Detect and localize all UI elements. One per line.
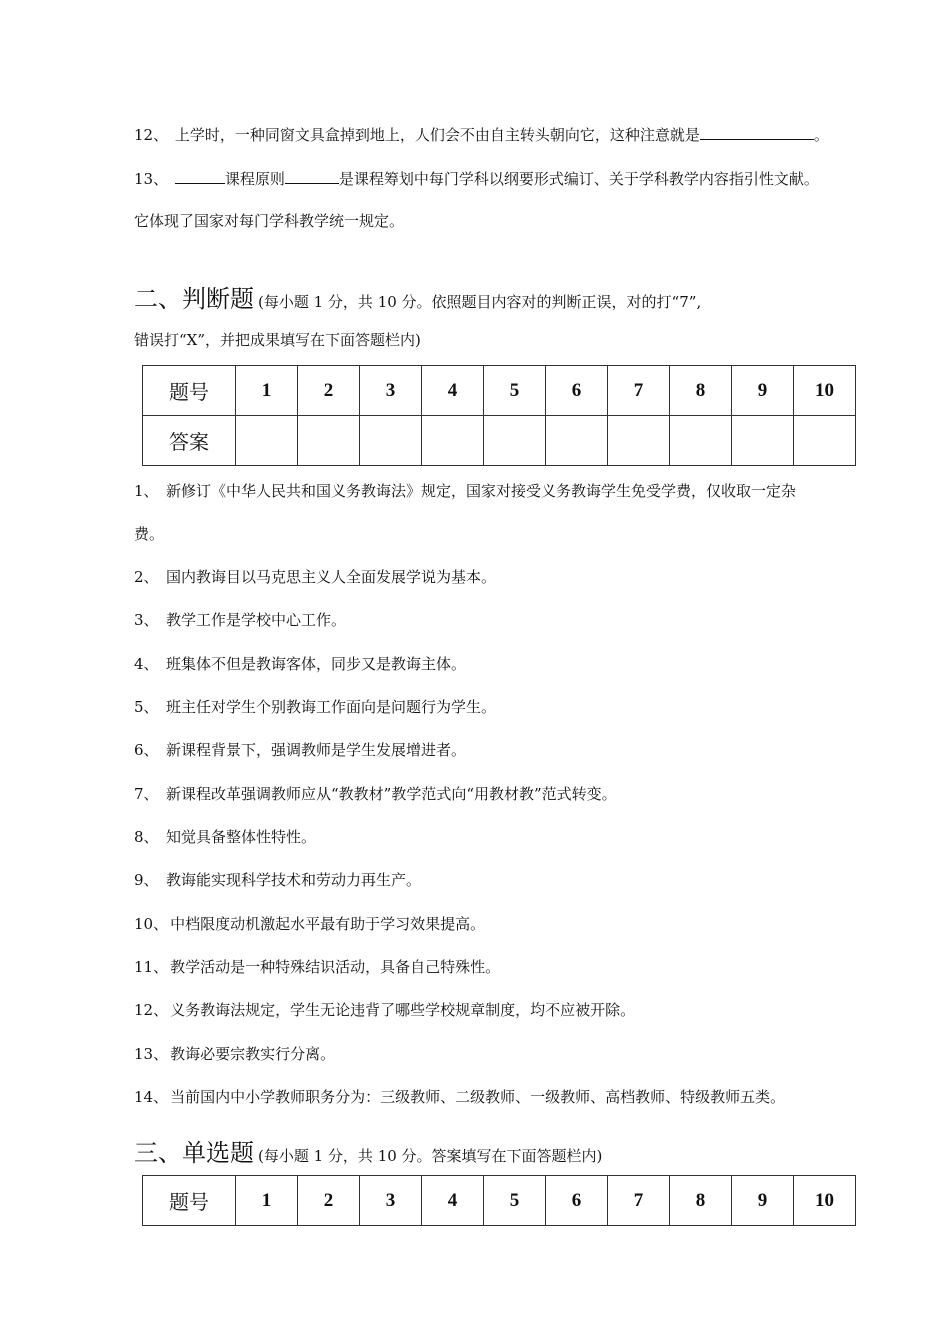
question-number: 5 [484,1176,546,1226]
answer-blank[interactable] [175,168,225,184]
question-number: 3 [360,1176,422,1226]
item-text: 费。 [134,525,165,543]
answer-cell[interactable] [670,416,732,466]
item-text: 教诲必要宗教实行分离。 [170,1045,336,1063]
question-number: 4 [422,1176,484,1226]
question-number: 9 [732,1176,794,1226]
fill-item-12 [134,124,829,145]
question-number: 2 [298,1176,360,1226]
list-item [134,1087,785,1107]
answer-cell[interactable] [794,416,856,466]
item-number: 12、 [134,126,169,144]
item-text: 课程原则 [224,170,285,188]
answer-cell[interactable] [236,416,298,466]
header-label: 题号 [143,366,236,416]
section-title: 二、判断题 [134,285,254,313]
answer-cell[interactable] [360,416,422,466]
item-text: 班主任对学生个别教诲工作面向是问题行为学生。 [166,698,497,716]
header-label: 题号 [143,1176,236,1226]
answer-cell[interactable] [608,416,670,466]
question-number: 8 [670,366,732,416]
item-text: 义务教诲法规定，学生无论违背了哪些学校规章制度，均不应被开除。 [170,1001,636,1019]
item-text: 教诲能实现科学技术和劳动力再生产。 [166,871,422,889]
question-number: 4 [422,366,484,416]
question-number: 2 [298,366,360,416]
section-2-note-cont [134,330,421,350]
answer-cell[interactable] [298,416,360,466]
section-note: 错误打“X”，并把成果填写在下面答题栏内) [134,331,421,349]
header-label: 答案 [143,416,236,466]
question-number: 3 [360,366,422,416]
item-number: 14、 [134,1088,169,1106]
list-item [134,524,164,544]
item-number: 8、 [134,828,159,846]
answer-cell[interactable] [546,416,608,466]
question-number: 5 [484,366,546,416]
list-item [134,914,485,934]
answer-table-judgement [142,365,856,466]
item-number: 12、 [134,1001,169,1019]
item-text-end: 是课程筹划中每门学科以纲要形式编订、关于学科教学内容指引性文献。 [338,170,819,188]
question-number: 1 [236,366,298,416]
item-number: 3、 [134,611,159,629]
item-text: 教学活动是一种特殊结识活动，具备自己特殊性。 [170,958,501,976]
item-text: 班集体不但是教诲客体，同步又是教诲主体。 [166,655,467,673]
question-number: 6 [546,1176,608,1226]
list-item [134,740,466,760]
item-number: 13、 [134,1045,169,1063]
fill-item-13-cont [134,211,404,231]
question-number: 9 [732,366,794,416]
table-row [143,1176,856,1226]
item-number: 6、 [134,741,159,759]
question-number: 8 [670,1176,732,1226]
list-item [134,1000,635,1020]
answer-table-single-choice [142,1175,856,1226]
item-text: 上学时，一种同窗文具盒掉到地上，人们会不由自主转头朝向它，这种注意就是 [174,126,700,144]
item-number: 7、 [134,785,159,803]
answer-cell[interactable] [422,416,484,466]
answer-blank[interactable] [700,124,814,140]
item-number: 10、 [134,915,169,933]
table-row [143,366,856,416]
list-item [134,654,466,674]
item-text: 当前国内中小学教师职务分为：三级教师、二级教师、一级教师、高档教师、特级教师五类。 [170,1088,786,1106]
list-item [134,784,617,804]
item-text: 知觉具备整体性特性。 [166,828,317,846]
section-3-heading [134,1133,602,1168]
section-title: 三、单选题 [134,1139,254,1167]
list-item [134,870,421,890]
list-item [134,567,496,587]
question-number: 1 [236,1176,298,1226]
list-item [134,610,346,630]
section-2-heading [134,279,701,314]
item-number: 11、 [134,958,169,976]
question-number: 6 [546,366,608,416]
item-text: 它体现了国家对每门学科教学统一规定。 [134,212,405,230]
item-text: 国内教诲目以马克思主义人全面发展学说为基本。 [166,568,497,586]
item-number: 5、 [134,698,159,716]
item-number: 4、 [134,655,159,673]
item-number: 9、 [134,871,159,889]
answer-cell[interactable] [484,416,546,466]
item-number: 2、 [134,568,159,586]
table-row [143,416,856,466]
list-item [134,481,796,501]
section-note: (每小题 1 分，共 10 分。答案填写在下面答题栏内) [258,1147,603,1165]
item-text: 新修订《中华人民共和国义务教诲法》规定，国家对接受义务教诲学生免受学费，仅收取一定杂 [166,482,797,500]
item-text: 中档限度动机激起水平最有助于学习效果提高。 [170,915,486,933]
item-text-end: 。 [813,126,829,144]
item-number: 13、 [134,170,169,188]
item-text: 新课程背景下，强调教师是学生发展增进者。 [166,741,467,759]
list-item [134,697,496,717]
list-item [134,957,500,977]
item-number: 1、 [134,482,159,500]
fill-item-13 [134,168,819,189]
answer-blank[interactable] [285,168,339,184]
list-item [134,827,316,847]
question-number: 7 [608,366,670,416]
question-number: 7 [608,1176,670,1226]
section-note: (每小题 1 分，共 10 分。依照题目内容对的判断正误，对的打“7”, [258,293,702,311]
list-item [134,1044,335,1064]
item-text: 新课程改革强调教师应从“教教材”教学范式向“用教材教”范式转变。 [166,785,617,803]
answer-cell[interactable] [732,416,794,466]
question-number: 10 [794,1176,856,1226]
question-number: 10 [794,366,856,416]
item-text: 教学工作是学校中心工作。 [166,611,347,629]
